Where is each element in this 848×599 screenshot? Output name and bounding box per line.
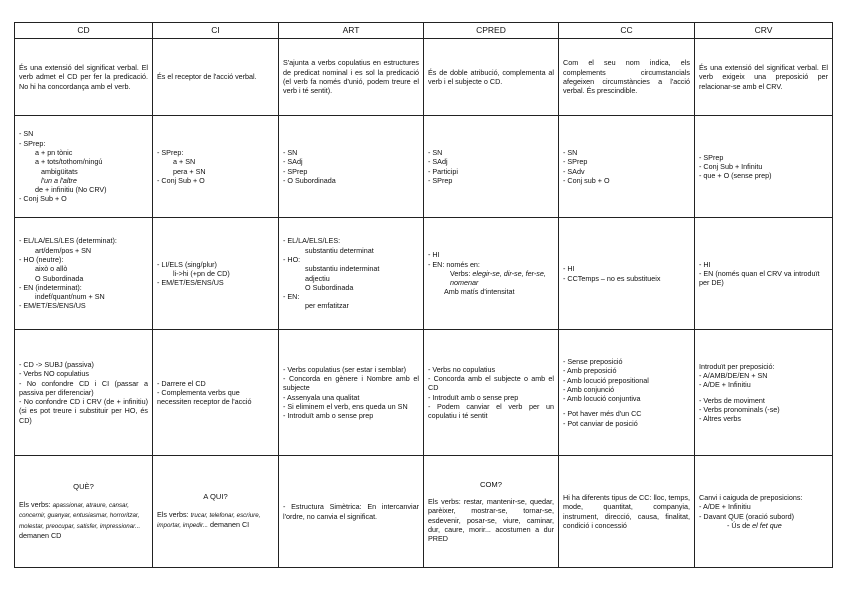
- header-cpred: CPRED: [424, 23, 559, 39]
- list-item: - EL/LA/ELS/LES (determinat):: [19, 236, 117, 246]
- list-item: indef/quant/num + SN: [35, 292, 105, 302]
- list-item: Canvi i caiguda de preposicions:: [699, 492, 803, 502]
- list-item: art/dem/pos + SN: [35, 245, 92, 255]
- list-item: - EN (indeterminat):: [19, 282, 82, 292]
- list-item: - Verbs pronominals (-se): [699, 404, 780, 414]
- list-item: - SN: [428, 147, 443, 157]
- definition-ci: És el receptor de l'acció verbal.: [153, 39, 279, 116]
- list-item: - Pot canviar de posició: [563, 418, 638, 428]
- verbs-list: elegir-se, dir-se, fer-se, nomenar: [450, 268, 546, 288]
- list-item: a + tots/tothom/ningú: [35, 157, 103, 167]
- list-item: - SAdv: [563, 166, 585, 176]
- list-item: - Assenyala una qualitat: [283, 392, 360, 402]
- list-item: això o allò: [35, 264, 68, 274]
- verbs-end: demanen CD: [19, 531, 62, 541]
- structure-crv: [695, 116, 833, 218]
- pronoun-art: [279, 218, 424, 330]
- list-item: - Davant QUE (oració subord): [699, 511, 795, 521]
- traits-cpred: [424, 330, 559, 456]
- list-item: - EN (només quan el CRV va introduït per DE): [699, 268, 820, 288]
- list-item: - HI: [563, 264, 575, 274]
- verbs-end: demanen CI: [208, 520, 250, 530]
- list-item: - Participi: [428, 166, 458, 176]
- list-item: substantiu indeterminat: [305, 264, 380, 274]
- list-item: pera + SN: [173, 166, 206, 176]
- list-item: substantiu determinat: [305, 245, 374, 255]
- list-item: - HO (neutre):: [19, 254, 64, 264]
- definition-art: S'ajunta a verbs copulatius en estructures de predicat nominal i es sol la predicació (el verb fa només d'unió, podem treure el verb i té sentit).: [279, 39, 424, 116]
- list-item: li->hi (+pn de CD): [173, 268, 230, 278]
- list-item: Introduït per preposició:: [699, 361, 775, 371]
- structure-row: [15, 116, 833, 218]
- list-item: Amb matís d'intensitat: [444, 287, 515, 297]
- header-ci: CI: [153, 23, 279, 39]
- examples-ci: [153, 456, 279, 568]
- verbs-text: [19, 500, 148, 532]
- list-item: - SPrep:: [19, 138, 46, 148]
- header-cc: CC: [559, 23, 695, 39]
- pronoun-row: [15, 218, 833, 330]
- list-item: - Verbs copulatius (ser estar i semblar): [283, 364, 407, 374]
- list-item: [699, 521, 828, 530]
- verbs-label: Els verbs:: [157, 509, 191, 519]
- list-item: O Subordinada: [305, 282, 354, 292]
- list-item: - LI/ELS (sing/plur): [157, 259, 217, 269]
- list-item: - Concorda amb el subjecte o amb el CD: [428, 373, 554, 393]
- list-item: - CCTemps – no es substitueix: [563, 273, 661, 283]
- list-item: - No confondre CD i CI (passar a passiva per diferenciar): [19, 378, 148, 397]
- pronoun-cd: [15, 218, 153, 330]
- traits-ci: [153, 330, 279, 456]
- list-item: - EN:: [283, 292, 300, 302]
- traits-row: [15, 330, 833, 456]
- usage-example: el fet que: [752, 520, 782, 530]
- list-item: - Sense preposició: [563, 356, 623, 366]
- list-item: - SAdj: [283, 157, 303, 167]
- structure-cd: [15, 116, 153, 218]
- list-item: - A/AMB/DE/EN + SN: [699, 370, 768, 380]
- list-item: a + pn tònic: [35, 147, 73, 157]
- traits-crv: [695, 330, 833, 456]
- examples-crv: [695, 456, 833, 568]
- list-item: - Conj Sub + Infinitu: [699, 161, 763, 171]
- list-item: - A/DE + Infinitiu: [699, 380, 751, 390]
- examples-cc: Hi ha diferents tipus de CC: lloc, temps, mode, quantitat, companyia, instrument, direcció, causa, finalitat, condició i concessió: [559, 456, 695, 568]
- verbs-text: Els verbs: restar, mantenir-se, quedar, parèixer, mostrar-se, tornar-se, esdevenir, posar-se, viure, caminar, dur, caure, morir... acostumen a dur PRED: [428, 496, 554, 544]
- list-item: - Altres verbs: [699, 414, 741, 424]
- list-item: - Pot haver més d'un CC: [563, 409, 642, 419]
- list-item: - O Subordinada: [283, 175, 336, 185]
- list-item: - Verbs no copulatius: [428, 364, 496, 374]
- list-item: - HI: [428, 250, 440, 260]
- list-item: - HO:: [283, 254, 301, 264]
- verbs-list: trucar, telefonar, escriure, importar, impedir...: [157, 511, 261, 530]
- question-title: QUÈ?: [73, 482, 94, 492]
- list-item: - Verbs NO copulatius: [19, 369, 89, 379]
- question-title: A QUI?: [203, 492, 228, 502]
- pronoun-crv: [695, 218, 833, 330]
- list-item: - SN: [283, 147, 298, 157]
- header-row: [15, 23, 833, 39]
- header-cd: CD: [15, 23, 153, 39]
- list-item: - Complementa verbs que necessiten receptor de l'acció: [157, 387, 252, 407]
- list-item: - EN: només en:: [428, 259, 480, 269]
- list-item: O Subordinada: [35, 273, 84, 283]
- list-item: - Darrere el CD: [157, 378, 206, 388]
- list-item: - Conj Sub + O: [19, 194, 67, 204]
- structure-ci: [153, 116, 279, 218]
- list-item: - SAdj: [428, 157, 448, 167]
- list-item: - SPrep: [563, 157, 588, 167]
- pronoun-cpred: [424, 218, 559, 330]
- examples-art: - Estructura Simètrica: En intercanviar l'ordre, no canvia el significat.: [279, 456, 424, 568]
- syntax-functions-table: [14, 22, 833, 568]
- list-item: - Amb conjunció: [563, 384, 615, 394]
- list-item: - Si eliminem el verb, ens queda un SN: [283, 401, 408, 411]
- list-item: - SPrep: [283, 166, 308, 176]
- list-item: - Introduït amb o sense prep: [283, 411, 374, 421]
- verbs-label: Els verbs:: [19, 499, 53, 509]
- definition-crv: És una extensió del significat verbal. El verb exigeix una preposició per relacionar-se amb el CRV.: [695, 39, 833, 116]
- pronoun-cc: [559, 218, 695, 330]
- definition-cpred: És de doble atribució, complementa al verb i el subjecte o CD.: [424, 39, 559, 116]
- structure-cpred: [424, 116, 559, 218]
- list-item: - SPrep:: [157, 147, 184, 157]
- usage-label: - Ús de: [727, 520, 753, 530]
- list-item: - Conj Sub + O: [157, 175, 205, 185]
- list-item: a + SN: [173, 157, 196, 167]
- list-item: - No confondre CD i CRV (de + infinitiu) (si es pot treure i substituir per HO, és CD): [19, 397, 148, 425]
- list-item: - SN: [563, 147, 578, 157]
- verbs-label: Verbs:: [450, 268, 473, 278]
- traits-cc: [559, 330, 695, 456]
- list-item: - Amb locució conjuntiva: [563, 394, 641, 404]
- list-item: - SPrep: [428, 175, 453, 185]
- list-item: ambigüitats: [41, 166, 78, 176]
- list-item: - que + O (sense prep): [699, 171, 772, 181]
- list-item: per emfatitzar: [305, 301, 349, 311]
- header-crv: CRV: [695, 23, 833, 39]
- list-item: adjectiu: [305, 273, 330, 283]
- examples-cpred: [424, 456, 559, 568]
- traits-art: [279, 330, 424, 456]
- list-item: de + infinitiu (No CRV): [35, 185, 107, 195]
- list-item: - SN: [19, 129, 34, 139]
- verbs-list: apassionar, atraure, cansar, concernir, guanyar, entusiasmar, horroritzar, molestar, preocupar, satisfer, impressionar...: [19, 501, 141, 530]
- list-item: - HI: [699, 259, 711, 269]
- list-item: - EM/ET/ES/ENS/US: [19, 301, 86, 311]
- list-item: - EL/LA/ELS/LES:: [283, 236, 341, 246]
- list-item: - CD -> SUBJ (passiva): [19, 359, 94, 369]
- examples-cd: [15, 456, 153, 568]
- examples-row: [15, 456, 833, 568]
- definition-cc: Com el seu nom indica, els complements circumstancials afegeixen circumstàncies a l'acció verbal. És prescindible.: [559, 39, 695, 116]
- pronoun-ci: [153, 218, 279, 330]
- list-item: l'un a l'altre: [41, 175, 77, 185]
- list-item: - Podem canviar el verb per un copulatiu i té sentit: [428, 401, 554, 421]
- structure-art: [279, 116, 424, 218]
- list-item: - Amb locució prepositional: [563, 375, 649, 385]
- list-item: - Introduït amb o sense prep: [428, 392, 519, 402]
- list-item: - Conj sub + O: [563, 175, 610, 185]
- definition-row: [15, 39, 833, 116]
- list-item: - EM/ET/ES/ENS/US: [157, 278, 224, 288]
- list-item: - Concorda en gènere i Nombre amb el subjecte: [283, 373, 419, 393]
- structure-cc: [559, 116, 695, 218]
- header-art: ART: [279, 23, 424, 39]
- list-item: - SPrep: [699, 152, 724, 162]
- definition-cd: És una extensió del significat verbal. El verb admet el CD per fer la predicació. No hi ha concordança amb el verb.: [15, 39, 153, 116]
- list-item: - A/DE + Infinitiu: [699, 502, 751, 512]
- list-item: - Amb preposició: [563, 366, 617, 376]
- traits-cd: [15, 330, 153, 456]
- list-item: [428, 269, 554, 288]
- list-item: - Verbs de moviment: [699, 395, 765, 405]
- question-title: COM?: [480, 479, 502, 489]
- verbs-text: [157, 510, 274, 531]
